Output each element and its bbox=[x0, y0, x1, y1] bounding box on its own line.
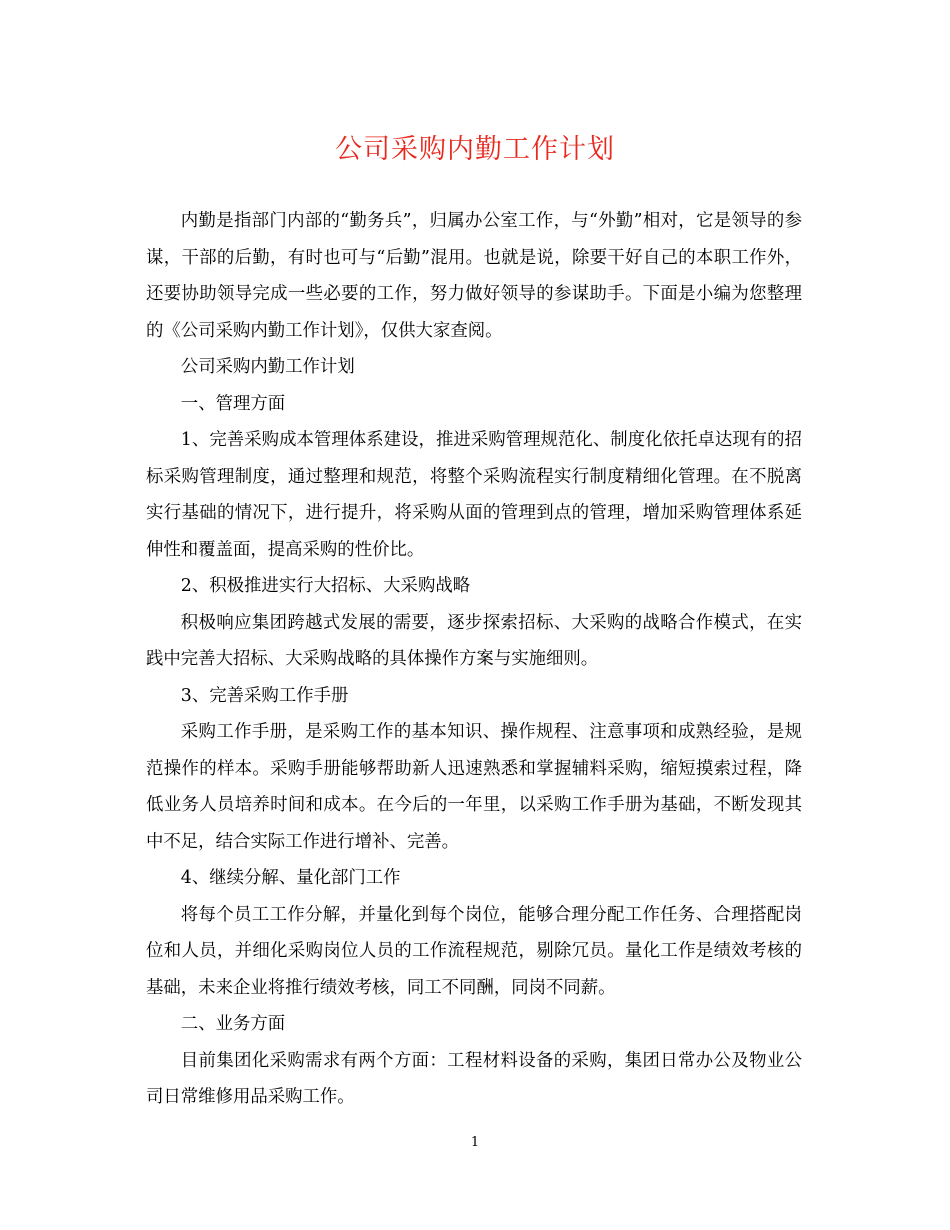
management-item-2-heading: 2、积极推进实行大招标、大采购战略 bbox=[180, 576, 471, 596]
management-item-4-body: 将每个员工工作分解，并量化到每个岗位，能够合理分配工作任务、合理搭配岗位和人员，并细化采购岗位人员的工作流程规范，剔除冗员。量化工作是绩效考核的基础，未来企业将推行绩效考核，同工不同酬，同岗不同薪。 bbox=[146, 904, 802, 998]
management-item-4-heading: 4、继续分解、量化部门工作 bbox=[180, 868, 401, 888]
page-number: 1 bbox=[470, 1135, 480, 1150]
document-body bbox=[146, 203, 802, 1116]
section-heading-business: 二、业务方面 bbox=[180, 1014, 286, 1034]
management-item-2-body: 积极响应集团跨越式发展的需要，逐步探索招标、大采购的战略合作模式，在实践中完善大招标、大采购战略的具体操作方案与实施细则。 bbox=[146, 612, 802, 669]
management-item-1: 1、完善采购成本管理体系建设，推进采购管理规范化、制度化依托卓达现有的招标采购管理制度，通过整理和规范，将整个采购流程实行制度精细化管理。在不脱离实行基础的情况下，进行提升，将采购从面的管理到点的管理，增加采购管理体系延伸性和覆盖面，提高采购的性价比。 bbox=[146, 430, 802, 560]
section-heading-management: 一、管理方面 bbox=[180, 393, 286, 414]
intro-paragraph: 内勤是指部门内部的“勤务兵”，归属办公室工作，与“外勤”相对，它是领导的参谋，干部的后勤，有时也可与“后勤”混用。也就是说，除要干好自己的本职工作外，还要协助领导完成一些必要的工作，努力做好领导的参谋助手。下面是小编为您整理的《公司采购内勤工作计划》，仅供大家查阅。 bbox=[146, 211, 802, 341]
document-title: 公司采购内勤工作计划 bbox=[335, 134, 615, 165]
management-item-3-heading: 3、完善采购工作手册 bbox=[180, 685, 349, 706]
plan-heading: 公司采购内勤工作计划 bbox=[180, 357, 355, 377]
business-paragraph: 目前集团化采购需求有两个方面：工程材料设备的采购，集团日常办公及物业公司日常维修用品采购工作。 bbox=[146, 1050, 802, 1107]
management-item-3-body: 采购工作手册，是采购工作的基本知识、操作规程、注意事项和成熟经验，是规范操作的样本。采购手册能够帮助新人迅速熟悉和掌握辅料采购，缩短摸索过程，降低业务人员培养时间和成本。在今后的一年里，以采购工作手册为基础，不断发现其中不足，结合实际工作进行增补、完善。 bbox=[146, 722, 802, 852]
